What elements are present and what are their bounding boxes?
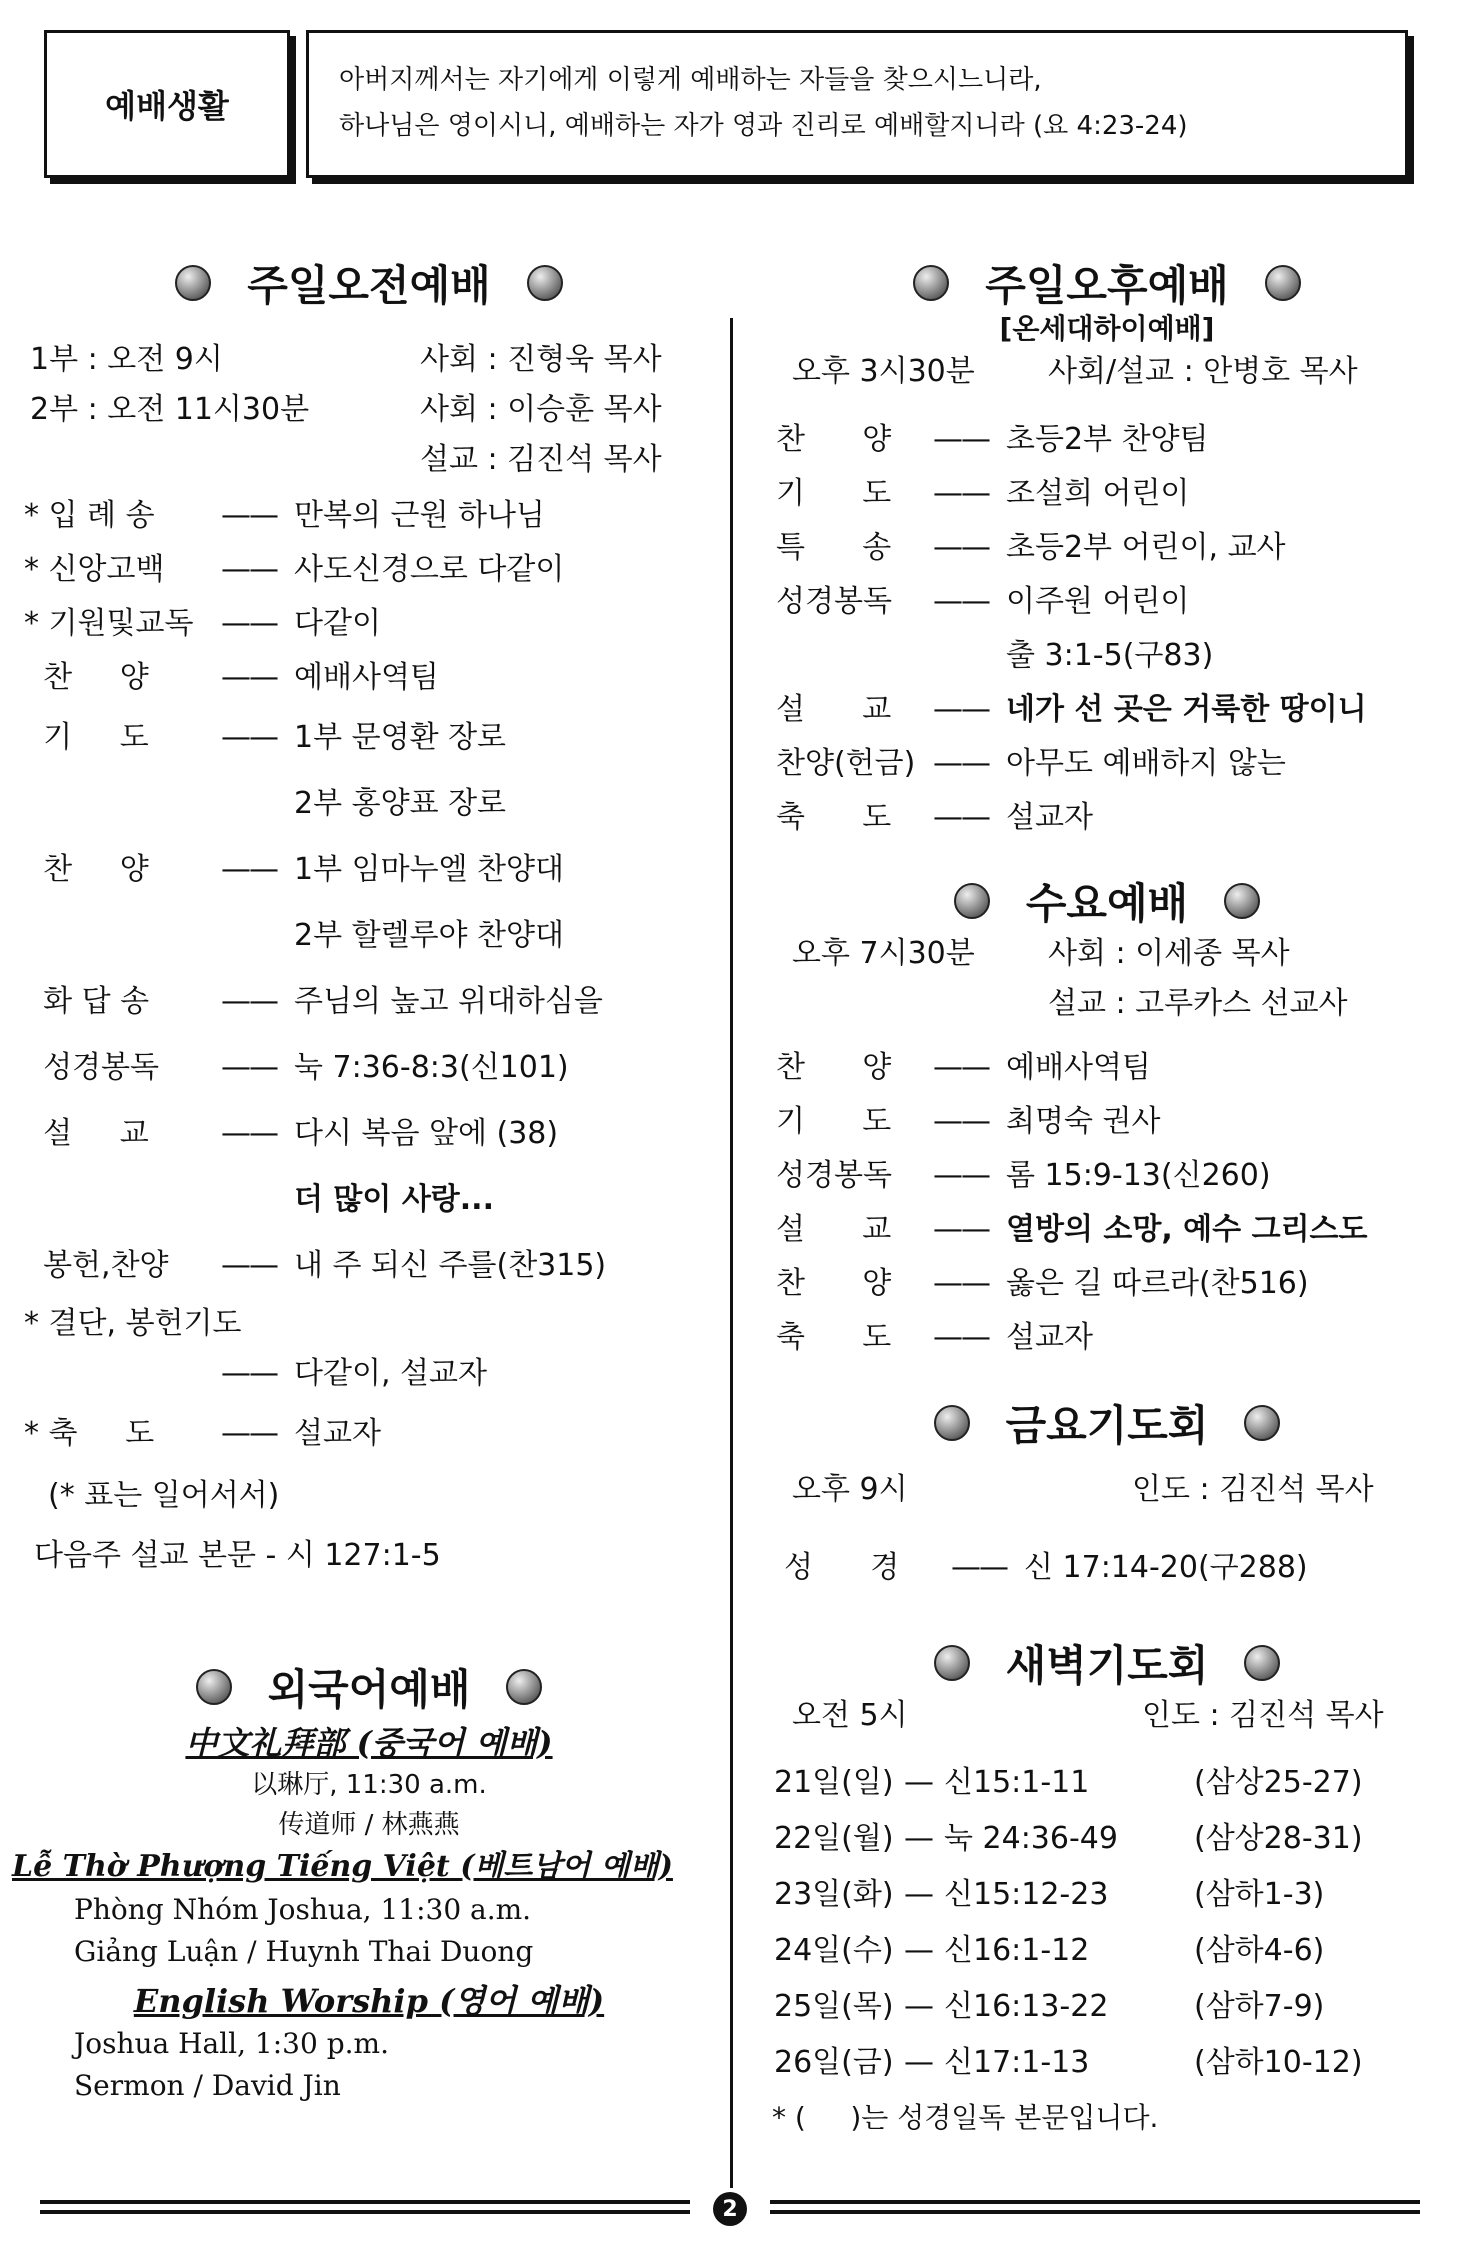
dawn-reading: (삼하1-3) [1194,1877,1325,1912]
order-row [24,1299,714,1349]
order-label: 성경봉독 [24,1050,159,1085]
english-line-2: Sermon / David Jin [74,2069,341,2102]
viet-title: Lễ Thờ Phượng Tiếng Việt (베트남어 예배) [12,1849,673,1884]
dawn-dash: — [904,2045,934,2080]
order-row [762,575,1452,629]
time-text: 오후 7시30분 [792,936,975,971]
viet-line-2: Giảng Luận / Huynh Thai Duong [74,1935,534,1968]
order-value: 초등2부 찬양팀 [1006,422,1209,457]
page-number: 2 [713,2192,747,2226]
sermon-title-row [24,1167,714,1233]
bullet-icon [934,1645,970,1681]
dawn-reading: (삼하10-12) [1194,2045,1363,2080]
order-dash: —— [221,1116,277,1151]
order-label: 기 도 [24,720,149,755]
order-label: 특 송 [776,530,892,565]
left-column [12,255,714,2107]
footer-rule [40,2196,1420,2222]
order-value: 아무도 예배하지 않는 [1006,746,1286,781]
order-label: 봉헌,찬양 [24,1248,169,1283]
order-label: 축 도 [776,800,892,835]
time-row [24,385,714,435]
dawn-day: 23일(화) [774,1877,894,1912]
bullet-icon [1265,265,1301,301]
dawn-row [762,1867,1452,1923]
role-text: 사회 : 이세종 목사 [1048,936,1290,971]
column-divider [730,318,733,2188]
order-dash: —— [933,1158,989,1193]
order-value: 사도신경으로 다같이 [294,552,565,587]
foreign-title-text: 외국어예배 [267,1665,471,1714]
bullet-icon [913,265,949,301]
english-line-1: Joshua Hall, 1:30 p.m. [74,2027,389,2060]
friday-info [762,1465,1452,1515]
order-label: 찬 양 [776,1050,892,1085]
order-value: 롬 15:9-13(신260) [1006,1158,1271,1193]
order-label: 찬 양 [24,852,149,887]
dawn-reading: (삼하7-9) [1194,1989,1325,2024]
wednesday-order [762,1041,1452,1365]
order-label: 설 교 [776,692,892,727]
sunday-pm-info [762,347,1452,397]
dawn-text: 신15:1-11 [944,1765,1090,1800]
role-text: 사회/설교 : 안병호 목사 [1048,354,1358,389]
order-dash: —— [951,1550,1007,1585]
order-label: * 결단, 봉헌기도 [24,1306,242,1341]
order-label: 찬양(헌금) [776,746,916,781]
order-dash: —— [221,984,277,1019]
dawn-dash: — [904,1877,934,1912]
dawn-text: 신15:12-23 [944,1877,1109,1912]
order-dash: —— [933,746,989,781]
order-value: 설교자 [1006,1320,1093,1355]
header-verse [306,30,1408,178]
right-column [762,255,1452,2145]
dawn-row [762,1979,1452,2035]
dawn-title [762,1635,1452,1691]
role-text: 사회 : 이승훈 목사 [420,392,662,427]
order-value: 1부 문영환 장로 [294,720,507,755]
time-row [24,335,714,385]
order-value: 최명숙 권사 [1006,1104,1161,1139]
order-label: * 입 례 송 [24,498,155,533]
verse-line-1: 아버지께서는 자기에게 이렇게 예배하는 자들을 찾으시느니라, [339,65,1042,95]
friday-title [762,1395,1452,1451]
order-row [762,521,1452,575]
footer-line [40,2210,690,2214]
order-label: * 신앙고백 [24,552,165,587]
order-row [24,651,714,705]
time-text: 오전 5시 [792,1698,908,1733]
dawn-reading: (삼하4-6) [1194,1933,1325,1968]
footer-line [770,2210,1420,2214]
order-dash: —— [933,1212,989,1247]
order-row [24,1233,714,1299]
dawn-day: 24일(수) [774,1933,894,1968]
order-label: 찬 양 [24,660,149,695]
bullet-icon [175,265,211,301]
footer-line [770,2200,1420,2204]
sunday-am-title [24,255,714,311]
sunday-am-title-text: 주일오전예배 [247,261,491,310]
order-value: 다같이 [294,606,381,641]
dawn-info [762,1691,1452,1741]
order-value: 다시 복음 앞에 (38) [294,1116,559,1151]
sunday-pm-title [762,255,1452,311]
order-label: 성경봉독 [776,1158,892,1193]
dawn-note: * ( )는 성경일독 본문입니다. [772,2101,1159,2134]
order-label: 축 도 [776,1320,892,1355]
dawn-text: 눅 24:36-49 [944,1821,1118,1856]
order-value: 이주원 어린이 [1006,584,1190,619]
order-label: * 기원및교독 [24,606,194,641]
leader-text: 인도 : 김진석 목사 [1132,1472,1374,1507]
english-title: English Worship (영어 예배) [133,1982,605,2020]
order-value: 옳은 길 따르라(찬516) [1006,1266,1309,1301]
bullet-icon [934,1405,970,1441]
role-text: 설교 : 고루카스 선교사 [1048,986,1348,1021]
bullet-icon [954,883,990,919]
dawn-reading: (삼상25-27) [1194,1765,1363,1800]
order-value: 만복의 근원 하나님 [294,498,545,533]
order-dash: —— [221,552,277,587]
dawn-day: 22일(월) [774,1821,894,1856]
dawn-dash: — [904,1765,934,1800]
order-label: * 축 도 [24,1416,155,1451]
dawn-title-text: 새벽기도회 [1005,1641,1209,1690]
order-row [762,1041,1452,1095]
footer-line [40,2200,690,2204]
sunday-pm-order [762,413,1452,845]
order-value: 신 17:14-20(구288) [1024,1550,1308,1585]
order-value: 2부 할렐루야 찬양대 [294,918,564,953]
section-badge [44,30,290,178]
wednesday-title-text: 수요예배 [1025,879,1189,928]
sermon-title: 더 많이 사랑... [294,1182,494,1217]
order-label: 찬 양 [776,1266,892,1301]
order-dash: —— [221,1416,277,1451]
dawn-row [762,2035,1452,2091]
bullet-icon [506,1669,542,1705]
order-dash: —— [221,852,277,887]
dawn-day: 25일(목) [774,1989,894,2024]
order-label: 성경봉독 [776,584,892,619]
dawn-row [762,1811,1452,1867]
wednesday-info [762,929,1452,979]
order-value: 예배사역팀 [294,660,439,695]
order-dash: —— [221,1050,277,1085]
order-dash: —— [221,720,277,755]
order-label: 설 교 [24,1116,149,1151]
order-row [24,837,714,903]
order-row [762,1257,1452,1311]
sunday-pm-title-text: 주일오후예배 [985,261,1229,310]
time-text: 오후 3시30분 [792,354,975,389]
order-value: 조설희 어린이 [1006,476,1190,511]
order-row [24,1349,714,1399]
wednesday-title [762,873,1452,929]
bullet-icon [196,1669,232,1705]
dawn-day: 26일(금) [774,2045,894,2080]
order-row [762,1203,1452,1257]
bullet-icon [527,265,563,301]
order-row [24,543,714,597]
order-row [24,903,714,969]
dawn-reading: (삼상28-31) [1194,1821,1363,1856]
order-value: 다같이, 설교자 [294,1356,487,1391]
bullet-icon [1224,883,1260,919]
dawn-day: 21일(일) [774,1765,894,1800]
order-row [762,683,1452,737]
time-text: 2부 : 오전 11시30분 [30,392,310,427]
role-text: 사회 : 진형욱 목사 [420,342,662,377]
order-dash: —— [221,498,277,533]
friday-scripture-row [762,1541,1452,1595]
order-value: 눅 7:36-8:3(신101) [294,1050,569,1085]
viet-line-1: Phòng Nhóm Joshua, 11:30 a.m. [74,1893,532,1926]
time-text: 1부 : 오전 9시 [30,342,223,377]
dawn-dash: — [904,1933,934,1968]
order-row [24,597,714,651]
order-dash: —— [933,530,989,565]
order-label: 찬 양 [776,422,892,457]
order-row [762,1311,1452,1365]
dawn-row [762,1755,1452,1811]
order-row [762,629,1452,683]
dawn-text: 신16:13-22 [944,1989,1109,2024]
standing-note: (* 표는 일어서서) [48,1478,280,1513]
order-label: 기 도 [776,476,892,511]
order-dash: —— [933,1320,989,1355]
order-label: 기 도 [776,1104,892,1139]
bullet-icon [1244,1645,1280,1681]
order-value: 설교자 [1006,800,1093,835]
order-row [762,1149,1452,1203]
order-dash: —— [933,1104,989,1139]
dawn-dash: — [904,1821,934,1856]
order-value: 예배사역팀 [1006,1050,1151,1085]
dawn-dash: — [904,1989,934,2024]
verse-line-2: 하나님은 영이시니, 예배하는 자가 영과 진리로 예배할지니라 (요 4:23-24) [339,111,1188,141]
sunday-am-order [24,489,714,1589]
time-text: 오후 9시 [792,1472,908,1507]
order-row [762,467,1452,521]
sunday-am-times [24,335,714,485]
next-sermon: 다음주 설교 본문 - 시 127:1-5 [34,1538,441,1573]
order-row [762,791,1452,845]
sunday-pm-subtitle: [온세대하이예배] [999,312,1215,345]
order-dash: —— [933,476,989,511]
wednesday-info-2 [762,979,1452,1029]
order-value: 열방의 소망, 예수 그리스도 [1006,1212,1368,1247]
dawn-text: 신16:1-12 [944,1933,1090,1968]
time-text [24,435,420,485]
friday-title-text: 금요기도회 [1005,1401,1209,1450]
order-row [24,705,714,771]
order-value: 네가 선 곳은 거룩한 땅이니 [1006,692,1367,727]
order-value: 1부 임마누엘 찬양대 [294,852,564,887]
order-row [762,413,1452,467]
order-value: 설교자 [294,1416,381,1451]
order-dash: —— [221,660,277,695]
bullet-icon [1244,1405,1280,1441]
order-value: 2부 홍양표 장로 [294,786,507,821]
order-value: 내 주 되신 주를(찬315) [294,1248,607,1283]
order-dash: —— [221,1356,277,1391]
order-value: 주님의 높고 위대하심을 [294,984,603,1019]
order-dash: —— [933,422,989,457]
order-label: 성 경 [784,1550,900,1585]
order-row [24,1399,714,1469]
dawn-row [762,1923,1452,1979]
order-dash: —— [933,692,989,727]
order-dash: —— [933,584,989,619]
order-row [762,1095,1452,1149]
order-row [24,969,714,1035]
order-label: 설 교 [776,1212,892,1247]
order-dash: —— [933,1266,989,1301]
order-dash: —— [933,800,989,835]
order-row [24,1101,714,1167]
order-row [762,737,1452,791]
role-text: 설교 : 김진석 목사 [420,442,662,477]
order-row [24,1035,714,1101]
chinese-line-1: 以琳厅, 11:30 a.m. [251,1770,487,1800]
foreign-title [24,1659,714,1715]
section-badge-label: 예배생활 [105,87,229,125]
order-row [24,771,714,837]
time-row [24,435,714,485]
order-label: 화 답 송 [24,984,150,1019]
order-row [24,489,714,543]
order-dash: —— [933,1050,989,1085]
order-dash: —— [221,1248,277,1283]
order-dash: —— [221,606,277,641]
leader-text: 인도 : 김진석 목사 [1142,1698,1384,1733]
order-value: 초등2부 어린이, 교사 [1006,530,1286,565]
chinese-line-2: 传道师 / 林燕燕 [278,1810,460,1840]
order-value: 출 3:1-5(구83) [1006,638,1214,673]
chinese-title: 中文礼拜部 (중국어 예배) [185,1724,553,1762]
dawn-text: 신17:1-13 [944,2045,1090,2080]
dawn-schedule [762,1755,1452,2091]
